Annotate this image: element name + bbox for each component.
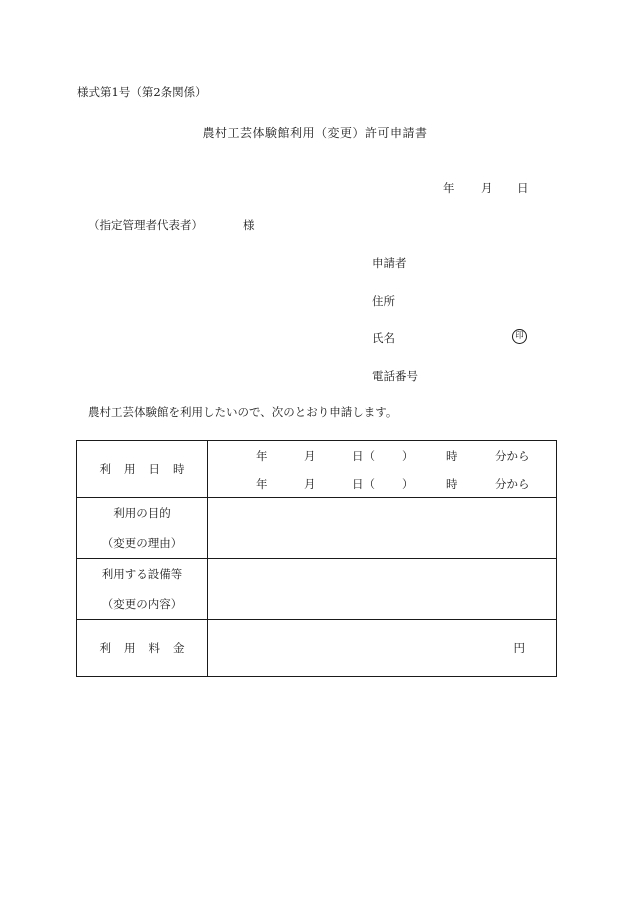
seal-mark: 印 (512, 329, 527, 344)
equipment-label: 利用する設備等 (101, 567, 183, 581)
datetime-minute-label: 分から (495, 477, 530, 491)
datetime-month-label: 月 (304, 449, 316, 463)
address-label: 住所 (372, 294, 395, 308)
datetime-year-label: 年 (256, 477, 268, 491)
purpose-sub-label: （変更の理由） (101, 536, 183, 550)
submission-date (443, 180, 533, 196)
fee-unit: 円 (513, 641, 525, 655)
equipment-label-cell (77, 559, 208, 620)
table-row-equipment (77, 559, 557, 620)
date-day-label: 日 (517, 181, 529, 195)
date-year-label: 年 (443, 181, 455, 195)
applicant-label: 申請者 (372, 256, 407, 270)
datetime-row-start (208, 441, 556, 469)
addressee-honorific: 様 (243, 218, 255, 232)
purpose-label: 利用の目的 (113, 506, 171, 520)
usage-datetime-value-cell (208, 441, 557, 498)
table-row-fee (77, 620, 557, 677)
datetime-month-label: 月 (304, 477, 316, 491)
purpose-value-cell (208, 498, 557, 559)
datetime-day-label: 日（ (352, 477, 375, 491)
table-row-usage-datetime (77, 441, 557, 498)
fee-value-cell (208, 620, 557, 677)
usage-table (76, 440, 557, 677)
usage-datetime-label-cell (77, 441, 208, 498)
addressee-name: （指定管理者代表者） (88, 218, 203, 232)
document-title: 農村工芸体験館利用（変更）許可申請書 (202, 126, 428, 140)
datetime-year-label: 年 (256, 449, 268, 463)
datetime-minute-label: 分から (495, 449, 530, 463)
datetime-day-label: 日（ (352, 449, 375, 463)
datetime-weekday-close: ） (402, 449, 414, 463)
datetime-weekday-close: ） (402, 477, 414, 491)
fee-label: 利用料金 (99, 641, 198, 655)
request-statement: 農村工芸体験館を利用したいので、次のとおり申請します。 (88, 405, 398, 419)
form-number: 様式第1号（第2条関係） (77, 85, 207, 99)
date-month-label: 月 (481, 181, 493, 195)
usage-datetime-label: 利用日時 (99, 462, 198, 476)
datetime-hour-label: 時 (446, 449, 458, 463)
table-row-purpose (77, 498, 557, 559)
phone-label: 電話番号 (372, 369, 418, 383)
name-label: 氏名 (372, 331, 395, 345)
fee-label-cell (77, 620, 208, 677)
equipment-sub-label: （変更の内容） (101, 597, 183, 611)
datetime-row-end (208, 469, 556, 497)
equipment-value-cell (208, 559, 557, 620)
purpose-label-cell (77, 498, 208, 559)
datetime-hour-label: 時 (446, 477, 458, 491)
